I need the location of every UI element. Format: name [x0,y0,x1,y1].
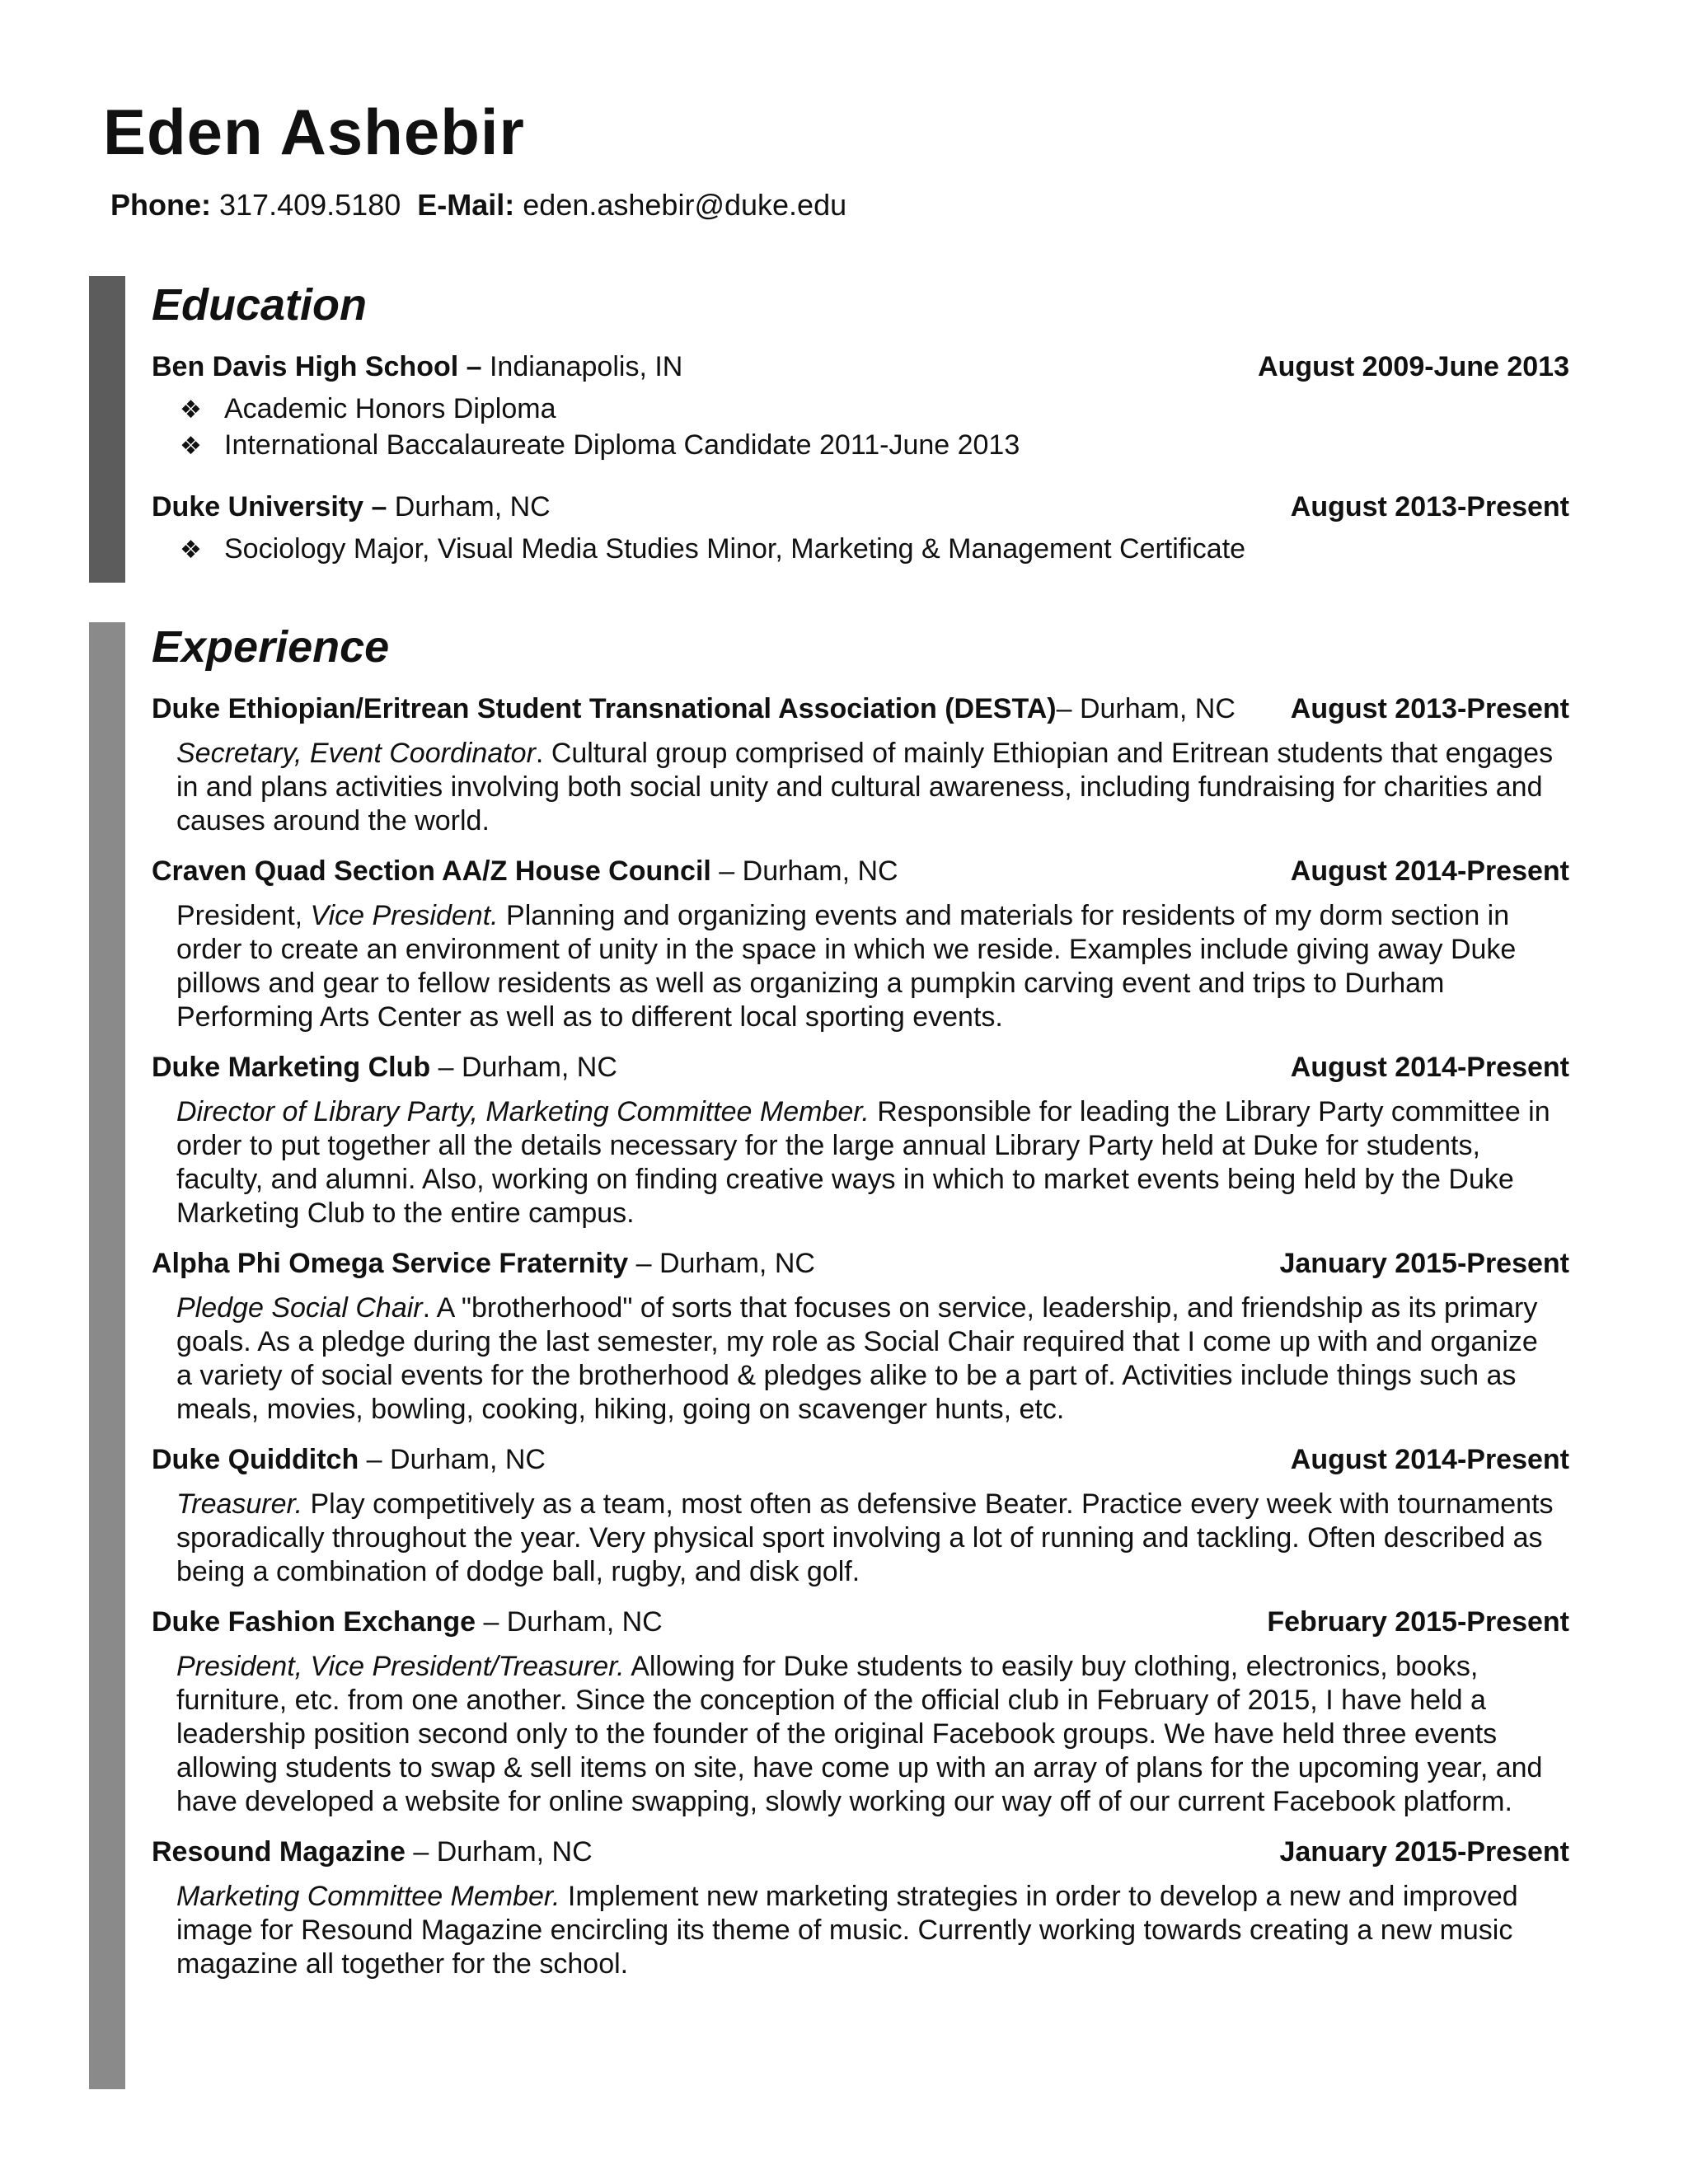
entry-header [152,1245,1569,1282]
phone-number: 317.409.5180 [219,188,401,222]
contact-line [110,188,846,223]
entry-location: – Durham, NC [359,1444,546,1475]
resume-name: Eden Ashebir [103,96,525,168]
entry-role: President, Vice President/Treasurer. [176,1651,625,1682]
education-entry [152,349,1569,464]
entry-dates: August 2013-Present [1290,693,1569,724]
entry-header [152,1834,1569,1870]
entry-description-text: . Cultural group comprised of mainly Ethiopian and Eritrean students that engages in and plans activities involving both social unity and cultural awareness, including fundraising for charities and causes around the world. [176,738,1554,837]
entry-dates: August 2014-Present [1290,855,1569,887]
experience-side-bar [89,622,125,2089]
entry-organization: Duke Quidditch [152,1444,359,1475]
entry-org-line [152,1441,546,1478]
entry-org-line [152,489,551,525]
entry-description [176,1291,1561,1427]
entry-header [152,853,1569,889]
entry-dates: August 2014-Present [1290,1444,1569,1475]
entry-description-text: Allowing for Duke students to easily buy clothing, electronics, books, furniture, etc. from one another. Since the conception of the official club in February of 2015, I have held a leadership position second only to the founder of the original Facebook groups. We have held three events allowing students to swap & sell items on site, have come up with an array of plans for the upcoming year, and have developed a website for online swapping, slowly working our way off of our current Facebook platform. [176,1651,1543,1817]
entry-role: Marketing Committee Member. [176,1881,560,1912]
experience-heading: Experience [152,622,390,672]
experience-entry [152,1245,1569,1427]
entry-role-prefix: President, [176,900,311,931]
entry-location: – Durham, NC [1056,693,1236,724]
entry-role: Vice President. [310,900,499,931]
entry-description-text: Responsible for leading the Library Party committee in order to put together all the details necessary for the large annual Library Party held at Duke for students, faculty, and alumni. Also, working on finding creative ways in which to market events being held by the Duke Marketing Club to the entire campus. [176,1096,1550,1229]
experience-entry [152,691,1569,838]
entry-role: Secretary, Event Coordinator [176,738,536,769]
experience-entry [152,1049,1569,1230]
education-section [152,276,1569,593]
entry-description-text: Implement new marketing strategies in order to develop a new and improved image for Resound Magazine encircling its theme of music. Currently working towards creating a new music magazine all together for the school. [176,1881,1518,1980]
entry-header [152,1441,1569,1478]
entry-org-line [152,1245,815,1282]
entry-description [176,1880,1561,1981]
list-item [180,532,1569,568]
email-address[interactable]: eden.ashebir@duke.edu [523,188,847,222]
entry-role: Pledge Social Chair [176,1292,423,1324]
diamond-bullet-icon: ❖ [180,396,202,424]
entry-description [176,737,1561,838]
entry-header [152,489,1569,525]
diamond-bullet-icon: ❖ [180,433,202,460]
entry-dates: February 2015-Present [1267,1606,1569,1638]
bullet-text: International Baccalaureate Diploma Candidate 2011-June 2013 [224,429,1020,461]
entry-dates: January 2015-Present [1279,1248,1569,1279]
list-item [180,391,1569,428]
entry-bullet-list [152,532,1569,568]
entry-location: – Durham, NC [628,1248,815,1279]
entry-org-line [152,1604,663,1640]
entry-org-line [152,691,1236,727]
entry-dates: January 2015-Present [1279,1836,1569,1868]
email-label: E-Mail: [417,188,515,222]
entry-description-text: Play competitively as a team, most often as defensive Beater. Practice every week with tournaments sporadically throughout the year. Very physical sport involving a lot of running and tackling. Often described as being a combination of dodge ball, rugby, and disk golf. [176,1488,1554,1587]
entry-description-text: . A "brotherhood" of sorts that focuses on service, leadership, and friendship as its primary goals. As a pledge during the last semester, my role as Social Chair required that I come up with and organize a variety of social events for the brotherhood & pledges alike to be a part of. Activities include things such as meals, movies, bowling, cooking, hiking, going on scavenger hunts, etc. [176,1292,1538,1425]
phone-label: Phone: [110,188,211,222]
entry-location: – Durham, NC [710,855,898,887]
entry-org-line [152,1049,617,1085]
bullet-text: Academic Honors Diploma [224,393,556,424]
entry-header [152,349,1569,385]
experience-entry [152,1441,1569,1589]
entry-role: Director of Library Party, Marketing Committee Member. [176,1096,870,1127]
bullet-text: Sociology Major, Visual Media Studies Minor, Marketing & Management Certificate [224,533,1246,565]
entry-description [176,1095,1561,1230]
entry-dates: August 2013-Present [1290,491,1569,523]
entry-location: – Durham, NC [476,1606,663,1638]
entry-role: Treasurer. [176,1488,303,1520]
entry-description [176,899,1561,1034]
entry-location: – Durham, NC [430,1052,617,1083]
entry-bullet-list [152,391,1569,464]
entry-organization: Duke Ethiopian/Eritrean Student Transnational Association (DESTA) [152,693,1057,724]
entry-description-text: Planning and organizing events and materials for residents of my dorm section in order to create an environment of unity in the space in which we reside. Examples include giving away Duke pillows and gear to fellow residents as well as organizing a pumpkin carving event and trips to Durham Performing Arts Center as well as to different local sporting events. [176,900,1517,1033]
entry-location: Durham, NC [387,491,551,523]
entry-organization: Duke University – [152,491,387,523]
entry-organization: Resound Magazine [152,1836,406,1868]
list-item [180,428,1569,464]
entry-organization: Alpha Phi Omega Service Fraternity [152,1248,629,1279]
experience-entry [152,853,1569,1034]
experience-entry [152,1604,1569,1819]
entry-header [152,691,1569,727]
entry-dates: August 2009-June 2013 [1258,351,1569,382]
entry-org-line [152,853,898,889]
experience-entry [152,1834,1569,1981]
education-entry [152,489,1569,568]
entry-organization: Craven Quad Section AA/Z House Council [152,855,711,887]
entry-org-line [152,349,682,385]
education-heading: Education [152,280,368,330]
entry-org-line [152,1834,593,1870]
entry-dates: August 2014-Present [1290,1052,1569,1083]
diamond-bullet-icon: ❖ [180,537,202,564]
entry-organization: Duke Fashion Exchange [152,1606,476,1638]
entry-organization: Ben Davis High School – [152,351,482,382]
experience-section [152,618,1569,1996]
entry-location: – Durham, NC [405,1836,593,1868]
entry-location: Indianapolis, IN [481,351,683,382]
entry-header [152,1604,1569,1640]
entry-description [176,1650,1561,1819]
entry-description [176,1488,1561,1589]
education-side-bar [89,276,125,583]
entry-organization: Duke Marketing Club [152,1052,431,1083]
entry-header [152,1049,1569,1085]
